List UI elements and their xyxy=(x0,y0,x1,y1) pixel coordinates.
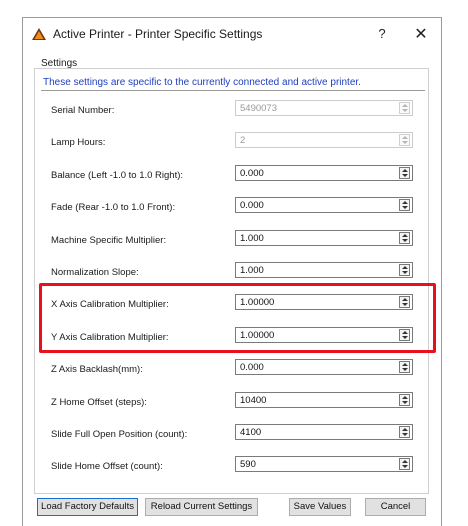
spin-down-icon[interactable] xyxy=(402,239,408,242)
settings-row xyxy=(23,327,443,349)
setting-label: Normalization Slope: xyxy=(51,267,139,278)
spin-arrows-icon xyxy=(399,102,410,114)
settings-info-text: These settings are specific to the currently connected and active printer. xyxy=(43,77,361,88)
setting-spinbox xyxy=(235,100,413,116)
settings-row xyxy=(23,230,443,252)
close-icon[interactable]: ✕ xyxy=(414,26,428,43)
setting-value[interactable]: 0.000 xyxy=(240,362,264,373)
settings-row xyxy=(23,100,443,122)
printer-warning-icon xyxy=(32,28,46,40)
spin-up-icon[interactable] xyxy=(402,169,408,172)
setting-label: Balance (Left -1.0 to 1.0 Right): xyxy=(51,170,184,181)
spin-down-icon[interactable] xyxy=(402,271,408,274)
spin-down-icon[interactable] xyxy=(402,336,408,339)
setting-value[interactable]: 1.000 xyxy=(240,265,264,276)
spin-arrows-icon[interactable] xyxy=(399,167,410,179)
spin-down-icon[interactable] xyxy=(402,206,408,209)
settings-row xyxy=(23,165,443,187)
spin-down-icon xyxy=(402,109,408,112)
settings-row xyxy=(23,262,443,284)
setting-label: Slide Full Open Position (count): xyxy=(51,429,188,440)
spin-up-icon[interactable] xyxy=(402,396,408,399)
reload-current-settings-button[interactable]: Reload Current Settings xyxy=(145,498,258,516)
setting-label: Serial Number: xyxy=(51,105,115,116)
spin-arrows-icon[interactable] xyxy=(399,361,410,373)
spin-arrows-icon xyxy=(399,134,410,146)
spin-arrows-icon[interactable] xyxy=(399,296,410,308)
settings-row xyxy=(23,456,443,478)
window-title: Active Printer - Printer Specific Settings xyxy=(53,27,263,41)
setting-value[interactable]: 4100 xyxy=(240,427,262,438)
setting-spinbox[interactable] xyxy=(235,197,413,213)
settings-group-label: Settings xyxy=(41,58,78,69)
spin-arrows-icon[interactable] xyxy=(399,199,410,211)
setting-spinbox[interactable] xyxy=(235,165,413,181)
setting-value[interactable]: 0.000 xyxy=(240,200,264,211)
setting-value: 5490073 xyxy=(240,103,277,114)
settings-row xyxy=(23,359,443,381)
setting-label: Fade (Rear -1.0 to 1.0 Front): xyxy=(51,202,176,213)
setting-label: Lamp Hours: xyxy=(51,137,106,148)
spin-down-icon[interactable] xyxy=(402,465,408,468)
spin-down-icon[interactable] xyxy=(402,368,408,371)
spin-up-icon[interactable] xyxy=(402,234,408,237)
setting-value[interactable]: 10400 xyxy=(240,395,267,406)
setting-spinbox[interactable] xyxy=(235,424,413,440)
spin-up-icon[interactable] xyxy=(402,363,408,366)
title-bar[interactable] xyxy=(23,18,441,51)
save-values-button[interactable]: Save Values xyxy=(289,498,351,516)
spin-up-icon[interactable] xyxy=(402,266,408,269)
spin-down-icon[interactable] xyxy=(402,303,408,306)
setting-spinbox xyxy=(235,132,413,148)
settings-row xyxy=(23,424,443,446)
cancel-button[interactable]: Cancel xyxy=(365,498,426,516)
spin-down-icon xyxy=(402,141,408,144)
printer-settings-dialog xyxy=(22,17,442,526)
spin-up-icon[interactable] xyxy=(402,298,408,301)
spin-up-icon xyxy=(402,136,408,139)
setting-value: 2 xyxy=(240,135,246,146)
setting-spinbox[interactable] xyxy=(235,327,413,343)
spin-up-icon[interactable] xyxy=(402,201,408,204)
spin-down-icon[interactable] xyxy=(402,174,408,177)
spin-up-icon[interactable] xyxy=(402,428,408,431)
setting-label: Y Axis Calibration Multiplier: xyxy=(51,332,169,343)
setting-spinbox[interactable] xyxy=(235,262,413,278)
setting-spinbox[interactable] xyxy=(235,230,413,246)
spin-arrows-icon[interactable] xyxy=(399,232,410,244)
setting-value[interactable]: 1.000 xyxy=(240,233,264,244)
settings-row xyxy=(23,132,443,154)
spin-arrows-icon[interactable] xyxy=(399,329,410,341)
spin-up-icon[interactable] xyxy=(402,331,408,334)
spin-down-icon[interactable] xyxy=(402,433,408,436)
setting-label: X Axis Calibration Multiplier: xyxy=(51,299,169,310)
spin-arrows-icon[interactable] xyxy=(399,458,410,470)
setting-label: Z Axis Backlash(mm): xyxy=(51,364,143,375)
spin-up-icon[interactable] xyxy=(402,460,408,463)
spin-arrows-icon[interactable] xyxy=(399,394,410,406)
setting-value[interactable]: 590 xyxy=(240,459,256,470)
spin-arrows-icon[interactable] xyxy=(399,426,410,438)
spin-down-icon[interactable] xyxy=(402,401,408,404)
setting-spinbox[interactable] xyxy=(235,392,413,408)
setting-spinbox[interactable] xyxy=(235,359,413,375)
setting-label: Machine Specific Multiplier: xyxy=(51,235,167,246)
setting-label: Slide Home Offset (count): xyxy=(51,461,163,472)
setting-label: Z Home Offset (steps): xyxy=(51,397,147,408)
setting-spinbox[interactable] xyxy=(235,456,413,472)
setting-value[interactable]: 0.000 xyxy=(240,168,264,179)
settings-row xyxy=(23,294,443,316)
setting-value[interactable]: 1.00000 xyxy=(240,330,275,341)
setting-value[interactable]: 1.00000 xyxy=(240,297,275,308)
settings-row xyxy=(23,197,443,219)
help-button[interactable]: ? xyxy=(378,26,386,41)
load-factory-defaults-button[interactable]: Load Factory Defaults xyxy=(37,498,138,516)
setting-spinbox[interactable] xyxy=(235,294,413,310)
info-divider xyxy=(41,90,425,91)
spin-arrows-icon[interactable] xyxy=(399,264,410,276)
settings-row xyxy=(23,392,443,414)
spin-up-icon xyxy=(402,104,408,107)
